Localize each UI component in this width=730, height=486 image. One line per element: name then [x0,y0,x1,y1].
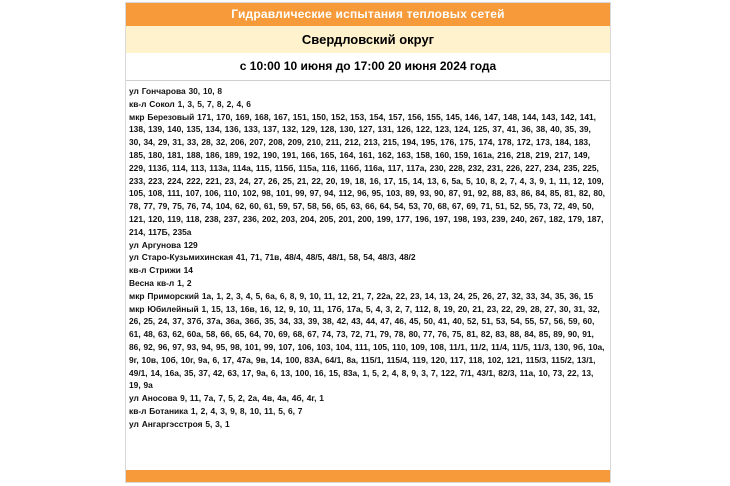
address-entry: ул Аносова 9, 11, 7а, 7, 5, 2, 2а, 4в, 4а, 4б, 4г, 1 [129,393,324,404]
address-entry: мкр Приморский 1а, 1, 2, 3, 4, 5, 6а, 6, 8, 9, 10, 11, 12, 21, 7, 22а, 22, 23, 14, 13, 24, 25, 26, 27, 32, 33, 34, 35, 36, 15 [129,290,594,301]
address-entry: Весна кв-л 1, 2 [129,277,192,288]
footer-bar [126,470,610,482]
address-entry: ул Аргунова 129 [129,239,198,250]
address-entry: кв-л Сокол 1, 3, 5, 7, 8, 2, 4, 6 [129,98,251,109]
address-entry: кв-л Стрижи 14 [129,265,193,276]
address-entry: ул Старо-Кузьмихинская 41, 71, 71в, 48/4, 48/5, 48/1, 58, 54, 48/3, 48/2 [129,252,416,263]
address-entry: мкр Березовый 171, 170, 169, 168, 167, 151, 150, 152, 153, 154, 157, 156, 155, 145, 146, 147, 148, 144, 143, 142, 141, 138, 139, 140, 135, 134, 136, 133, 137, 132, 129, 128, 130, 127, 131, 126, 122, 123, 124, 125, 37, 41, 36, 38, 40, 35, 39, 30, 34, 29, 31, 33, 28, 32, 206, 207, 208, 209, 210, 211, 212, 213, 215, 194, 195, 176, 175, 174, 178, 172, 173, 184, 183, 185, 180, 181, 188, 186, 189, 192, 190, 191, 166, 165, 164, 161, 162, 163, 158, 160, 159, 161а, 216, 218, 219, 217, 149, 229, 113б, 114, 113, 113а, 114а, 115, 115б, 115а, 116, 116б, 116а, 117, 117а, 230, 228, 232, 231, 226, 227, 234, 235, 225, 233, 223, 224, 222, 221, 23, 24, 27, 26, 25, 21, 22, 20, 19, 18, 16, 17, 15, 14, 13, 6, 5а, 5, 10, 8, 2, 7, 4, 3, 9, 1, 11, 12, 109, 105, 108, 111, 107, 106, 110, 102, 98, 101, 99, 97, 94, 112, 96, 95, 103, 89, 93, 90, 87, 91, 92, 88, 83, 86, 84, 85, 81, 82, 80, 78, 77, 79, 75, 76, 74, 104, 62, 60, 61, 59, 57, 58, 56, 65, 63, 66, 64, 54, 53, 70, 68, 67, 69, 71, 51, 52, 55, 73, 72, 49, 50, 121, 120, 119, 118, 238, 237, 236, 202, 203, 204, 205, 201, 200, 199, 177, 196, 197, 198, 193, 239, 240, 267, 182, 179, 187, 214, 117Б, 235а [129,111,605,237]
address-list [126,81,610,431]
address-entry: мкр Юбилейный 1, 15, 13, 16в, 16, 12, 9, 10, 11, 17б, 17а, 5, 4, 3, 2, 7, 112, 8, 19, 20, 21, 23, 22, 29, 28, 27, 30, 31, 32, 26, 25, 24, 37, 37б, 37а, 36а, 36б, 35, 34, 33, 39, 38, 42, 43, 44, 47, 46, 45, 50, 41, 40, 52, 51, 53, 54, 55, 57, 56, 59, 60, 61, 48, 63, 62, 60а, 58, 66, 65, 64, 70, 69, 68, 67, 74, 73, 72, 71, 79, 78, 80, 77, 76, 75, 81, 82, 83, 88, 84, 85, 89, 90, 91, 86, 92, 96, 97, 93, 94, 95, 98, 101, 99, 107, 106, 103, 104, 111, 105, 110, 109, 108, 11/1, 11/2, 11/4, 11/5, 11/3, 130, 9б, 10а, 9г, 10в, 10б, 10г, 9а, 6, 17, 47а, 9в, 14, 100, 83А, 64/1, 8а, 115/1, 115/4, 119, 120, 117, 118, 102, 121, 115/3, 115/2, 13/1, 49/1, 14, 16а, 35, 37, 42, 63, 17, 9а, 6, 13, 100, 16, 15, 83а, 1, 5, 2, 4, 8, 9, 3, 7, 122, 7/1, 43/1, 82/3, 11а, 10, 73, 22, 13, 19, 9а [129,303,605,391]
announcement-sheet [125,2,611,483]
address-entry: ул Гончарова 30, 10, 8 [129,86,223,96]
address-entry: кв-л Ботаника 1, 2, 4, 3, 9, 8, 10, 11, 5, 6, 7 [129,405,303,416]
address-entry: ул Ангаргэсстроя 5, 3, 1 [129,418,230,429]
date-range: с 10:00 10 июня до 17:00 20 июня 2024 года [126,53,610,81]
district-title: Свердловский округ [126,26,610,53]
announcement-title: Гидравлические испытания тепловых сетей [126,3,610,26]
